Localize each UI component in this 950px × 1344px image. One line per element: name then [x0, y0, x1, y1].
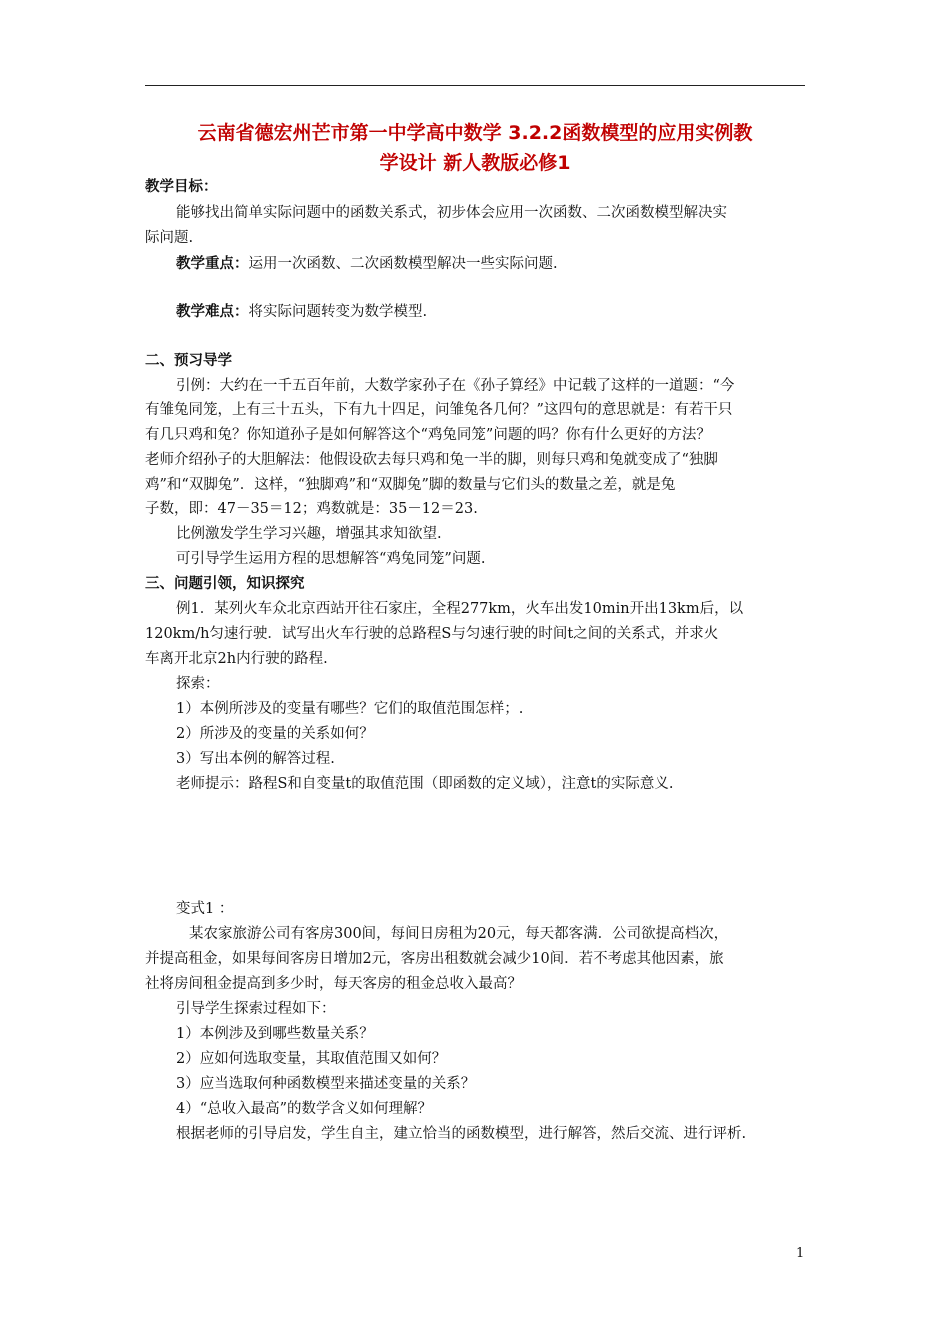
guide-item: 3）应当选取何种函数模型来描述变量的关系？: [176, 1076, 476, 1092]
section2-heading: 二、预习导学: [145, 353, 232, 369]
explore-label: 探索：: [176, 676, 220, 692]
section2-line: 有几只鸡和兔？你知道孙子是如何解答这个“鸡兔同笼”问题的吗？你有什么更好的方法？: [145, 427, 711, 443]
guide-item: 4）“总收入最高”的数学含义如何理解？: [176, 1101, 433, 1117]
difficulty-label: 教学难点：: [176, 304, 249, 320]
objectives-text: 能够找出简单实际问题中的函数关系式，初步体会应用一次函数、二次函数模型解决实: [176, 205, 727, 221]
variant-line: 社将房间租金提高到多少时，每天客房的租金总收入最高？: [145, 976, 522, 992]
explore-item: 2）所涉及的变量的关系如何？: [176, 726, 374, 742]
header-rule: [145, 85, 805, 86]
section2-line: 老师介绍孙子的大胆解法：他假设砍去每只鸡和兔一半的脚，则每只鸡和兔就变成了“独脚: [145, 452, 718, 468]
guide-item: 1）本例涉及到哪些数量关系？: [176, 1026, 374, 1042]
guide-conclusion: 根据老师的引导启发，学生自主，建立恰当的函数模型，进行解答，然后交流、进行评析.: [176, 1126, 747, 1142]
keypoint-label: 教学重点：: [176, 256, 249, 272]
example1-line: 例1．某列火车众北京西站开往石家庄，全程277km，火车出发10min开出13km后，以: [176, 601, 744, 617]
section2-line: 鸡”和“双脚兔”．这样，“独脚鸡”和“双脚兔”脚的数量与它们头的数量之差，就是兔: [145, 477, 676, 493]
section2-line: 子数，即：47－35＝12；鸡数就是：35－12＝23.: [145, 501, 478, 517]
variant-line: 并提高租金，如果每间客房日增加2元，客房出租数就会减少10间．若不考虑其他因素，旅: [145, 951, 724, 967]
variant-label: 变式1 ：: [176, 901, 234, 917]
explore-item: 3）写出本例的解答过程.: [176, 751, 335, 767]
page-number: 1: [796, 1246, 805, 1261]
section3-heading: 三、问题引领，知识探究: [145, 576, 305, 592]
difficulty-paragraph: [176, 300, 846, 324]
section2-line: 有雏兔同笼，上有三十五头，下有九十四足，问雏兔各几何？”这四句的意思就是：有若干只: [145, 402, 733, 418]
teacher-hint: 老师提示：路程S和自变量t的取值范围（即函数的定义域），注意t的实际意义.: [176, 776, 674, 792]
document-title-line-1: 云南省德宏州芒市第一中学高中数学 3.2.2函数模型的应用实例教: [197, 122, 753, 144]
section2-line: 可引导学生运用方程的思想解答“鸡兔同笼”问题.: [176, 551, 486, 567]
example1-line: 车离开北京2h内行驶的路程.: [145, 651, 328, 667]
example1-line: 120km/h匀速行驶．试写出火车行驶的总路程S与匀速行驶的时间t之间的关系式，并求火: [145, 626, 719, 642]
guide-label: 引导学生探索过程如下：: [176, 1001, 336, 1017]
explore-item: 1）本例所涉及的变量有哪些？它们的取值范围怎样；.: [176, 701, 524, 717]
keypoint-paragraph: [176, 252, 846, 276]
variant-line: 某农家旅游公司有客房300间，每间日房租为20元，每天都客满．公司欲提高档次，: [189, 926, 729, 942]
document-title-line-2: 学设计 新人教版必修1: [379, 152, 571, 174]
keypoint-text: 运用一次函数、二次函数模型解决一些实际问题.: [248, 256, 558, 272]
section2-line: 比例激发学生学习兴趣，增强其求知欲望.: [176, 526, 442, 542]
guide-item: 2）应如何选取变量，其取值范围又如何？: [176, 1051, 447, 1067]
difficulty-text: 将实际问题转变为数学模型.: [248, 304, 428, 320]
section2-line: 引例：大约在一千五百年前，大数学家孙子在《孙子算经》中记载了这样的一道题：“今: [176, 378, 735, 394]
objectives-text-cont: 际问题.: [145, 230, 194, 246]
objectives-heading: 教学目标：: [145, 179, 218, 195]
